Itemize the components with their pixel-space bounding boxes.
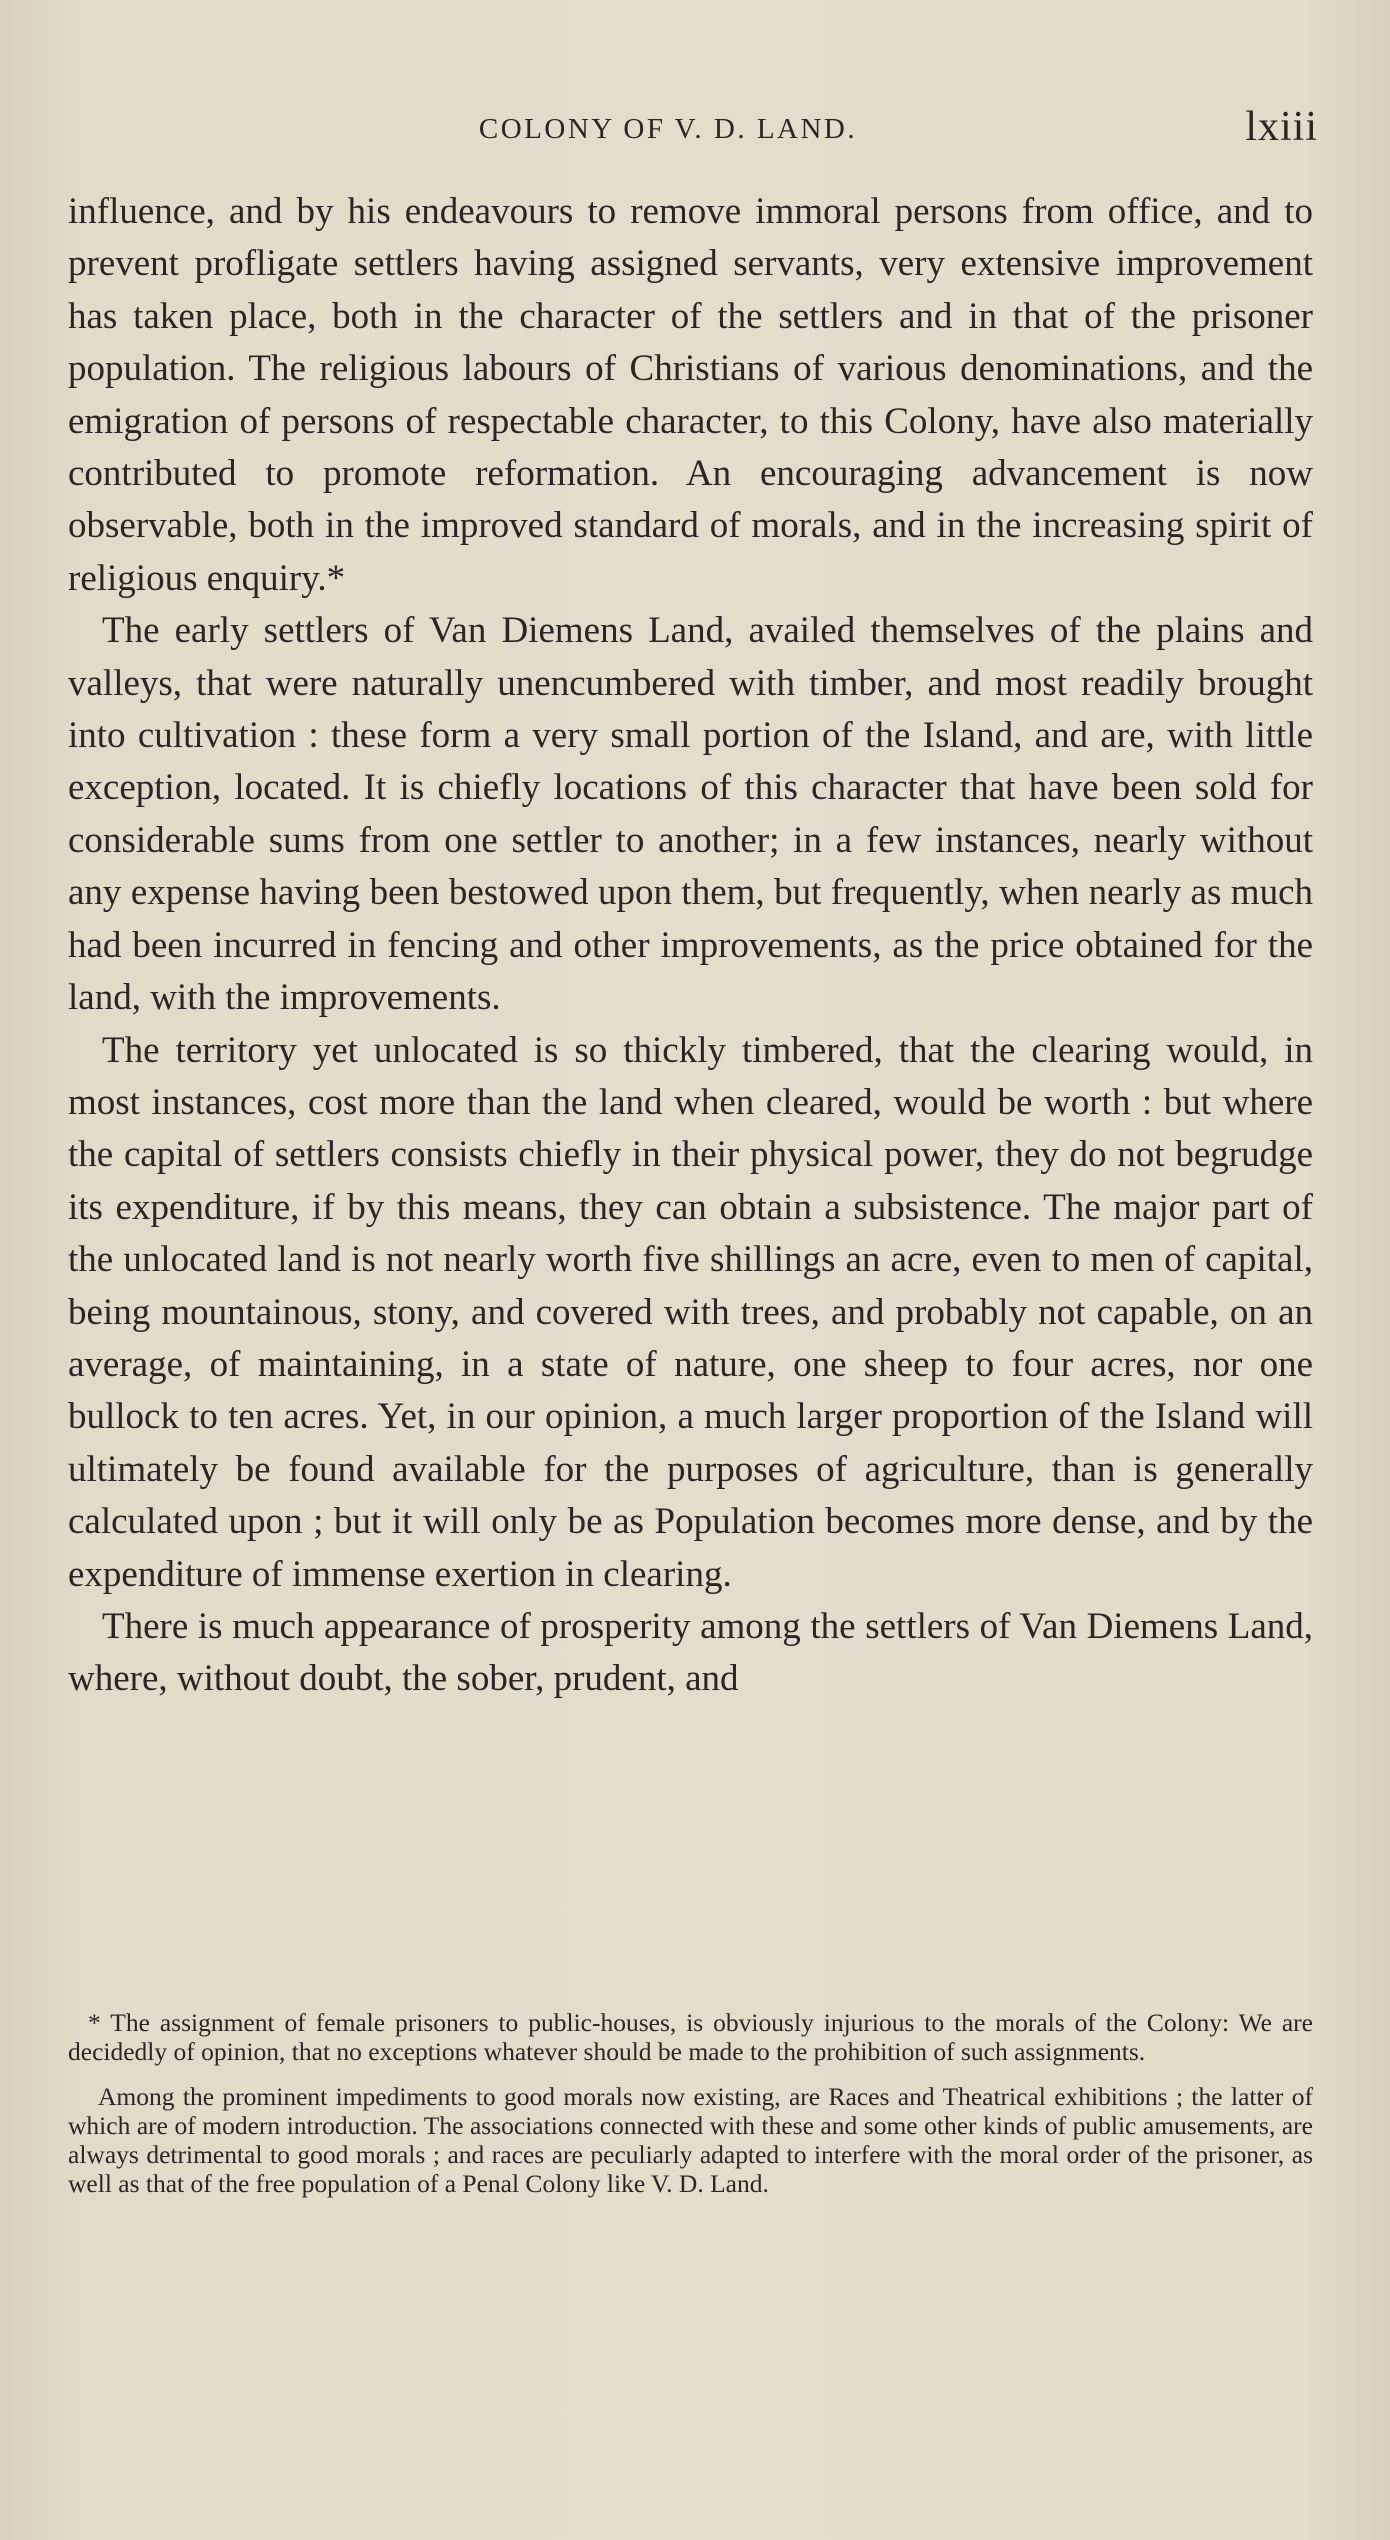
footnote-assignment: * The assignment of female prisoners to public-houses, is obviously injurious to the morals of the Colony: We are decidedly of opinion, that no exceptions whatever should be made to the prohibition of such assignments. [68, 2008, 1313, 2066]
paragraph-continued: influence, and by his endeavours to remove immoral persons from office, and to prevent profligate settlers having assigned servants, very extensive improvement has taken place, both in the character of the settlers and in that of the prisoner population. The religious labours of Christians of various denominations, and the emigration of persons of respectable character, to this Colony, have also materially contributed to promote reformation. An encouraging advancement is now observable, both in the improved standard of morals, and in the increasing spirit of religious enquiry.* [68, 191, 1313, 599]
footnote-impediments: Among the prominent impediments to good morals now existing, are Races and Theatrical exhibitions ; the latter of which are of modern introduction. The associations connected with these and some other kinds of public amusements, are always detrimental to good morals ; and races are peculiarly adapted to interfere with the moral order of the prisoner, as well as that of the free population of a Penal Colony like V. D. Land. [68, 2082, 1313, 2198]
running-head [68, 104, 1318, 154]
paragraph-early-settlers: The early settlers of Van Diemens Land, availed themselves of the plains and valleys, that were naturally unencumbered with timber, and most readily brought into cultivation : these form a very small portion of the Island, and are, with little exception, located. It is chiefly locations of this character that have been sold for considerable sums from one settler to another; in a few instances, nearly without any expense having been bestowed upon them, but frequently, when nearly as much had been incurred in fencing and other improvements, as the price obtained for the land, with the improvements. [68, 610, 1313, 1019]
paragraph-prosperity: There is much appearance of prosperity among the settlers of Van Diemens Land, where, without doubt, the sober, prudent, and [68, 1605, 1313, 1700]
page-number: lxiii [1245, 104, 1318, 150]
body-text [68, 186, 1313, 1706]
footnotes [68, 2008, 1313, 2214]
paragraph-unlocated-territory: The territory yet unlocated is so thickly timbered, that the clearing would, in most instances, cost more than the land when cleared, would be worth : but where the capital of settlers consists chiefly in their physical power, they do not begrudge its expenditure, if by this means, they can obtain a subsistence. The major part of the unlocated land is not nearly worth five shillings an acre, even to men of capital, being mountainous, stony, and covered with trees, and probably not capable, on an average, of maintaining, in a state of nature, one sheep to four acres, nor one bullock to ten acres. Yet, in our opinion, a much larger proportion of the Island will ultimately be found available for the purposes of agriculture, than is generally calculated upon ; but it will only be as Population becomes more dense, and by the expenditure of immense exertion in clearing. [68, 1029, 1313, 1595]
running-title: COLONY OF V. D. LAND. [478, 113, 858, 145]
